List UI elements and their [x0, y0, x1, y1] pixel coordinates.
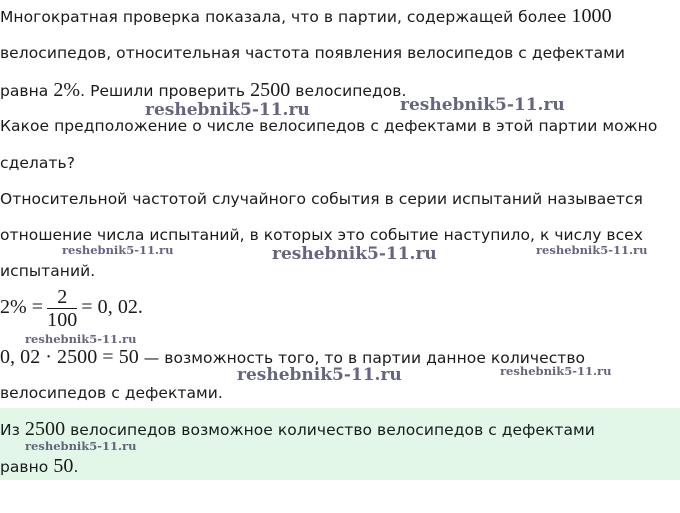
watermark: reshebnik5-11.ru — [237, 365, 402, 385]
fraction-numerator: 2 — [47, 286, 77, 309]
calc-product-expr: 0, 02 · 2500 = 50 — [0, 346, 139, 368]
problem-line-5: сделать? — [0, 154, 75, 172]
calc-product-line-2: велосипедов с дефектами. — [0, 384, 223, 402]
problem-line-3: равна 2%. Решили проверить 2500 велосипедов. — [0, 79, 407, 101]
problem-line-4: Какое предположение о числе велосипедов с дефектами в этой партии можно — [0, 117, 658, 135]
calc-lhs: 2% = — [0, 296, 44, 318]
watermark: reshebnik5-11.ru — [25, 439, 137, 453]
answer-line-1: Из 2500 велосипедов возможное количество велосипедов с дефектами — [0, 418, 595, 440]
watermark: reshebnik5-11.ru — [400, 95, 565, 115]
definition-line-3: испытаний. — [0, 262, 96, 280]
watermark: reshebnik5-11.ru — [536, 243, 648, 257]
fraction-denominator: 100 — [47, 309, 78, 331]
calc-product-text: — возможность того, то в партии данное количество — [138, 349, 586, 367]
watermark: reshebnik5-11.ru — [62, 243, 174, 257]
answer-line-2: равно 50. — [0, 455, 79, 477]
watermark: reshebnik5-11.ru — [25, 332, 137, 346]
definition-line-1: Относительной частотой случайного события в серии испытаний называется — [0, 190, 643, 208]
calc-fraction-line — [0, 284, 143, 331]
problem-line-1: Многократная проверка показала, что в партии, содержащей более 1000 — [0, 5, 612, 27]
problem-line-2: велосипедов, относительная частота появления велосипедов с дефектами — [0, 44, 625, 62]
fraction — [47, 286, 77, 331]
watermark: reshebnik5-11.ru — [272, 244, 437, 264]
watermark: reshebnik5-11.ru — [145, 100, 310, 120]
calc-rhs: = 0, 02. — [81, 296, 143, 318]
watermark: reshebnik5-11.ru — [500, 364, 612, 378]
definition-line-2: отношение числа испытаний, в которых это событие наступило, к числу всех — [0, 226, 643, 244]
